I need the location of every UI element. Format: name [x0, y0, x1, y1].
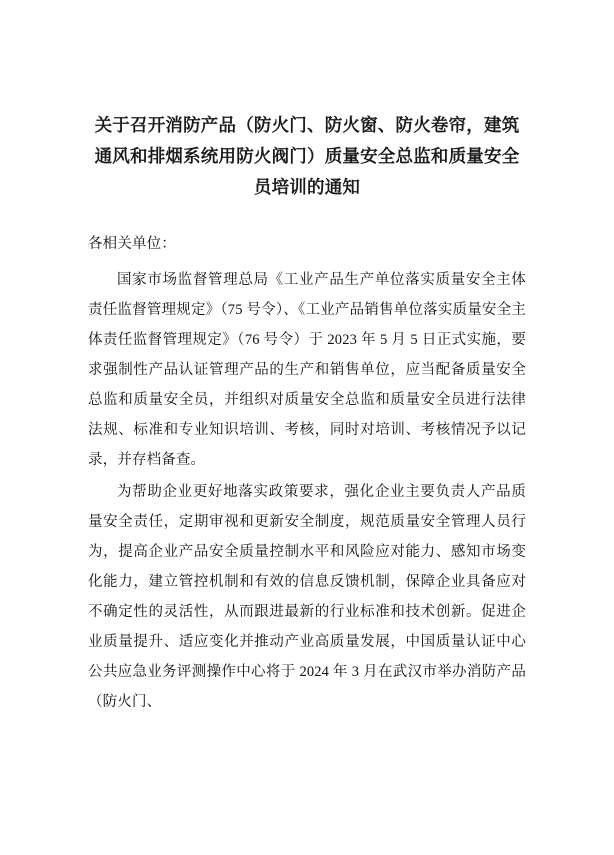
document-title: 关于召开消防产品（防火门、防火窗、防火卷帘，建筑通风和排烟系统用防火阀门）质量安全总监和质量安全员培训的通知 — [94, 115, 520, 197]
paragraph-2: 为帮助企业更好地落实政策要求，强化企业主要负责人产品质量安全责任，定期审视和更新安全制度，规范质量安全管理人员行为，提高企业产品安全质量控制水平和风险应对能力、感知市场变化能力，建立管控机制和有效的信息反馈机制，保障企业具备应对不确定性的灵活性，从而跟进最新的行业标准和技术创新。促进企业质量提升、适应变化并推动产业高质量发展，中国质量认证中心公共应急业务评测操作中心将于 2024 年 3 月在武汉市举办消防产品（防火门、 — [88, 484, 526, 710]
salutation-line: 各相关单位： — [88, 236, 176, 252]
document-body — [88, 110, 526, 719]
paragraph-1: 国家市场监督管理总局《工业产品生产单位落实质量安全主体责任监督管理规定》（75 号令）、《工业产品销售单位落实质量安全主体责任监督管理规定》（76 号令）于 2023 年 5 月 5 日正式实施，要求强制性产品认证管理产品的生产和销售单位，应当配备质量安全总监和质量安全员，并组织对质量安全总监和质量安全员进行法律法规、标准和专业知识培训、考核，同时对培训、考核情况予以记录，并存档备查。 — [88, 272, 526, 468]
